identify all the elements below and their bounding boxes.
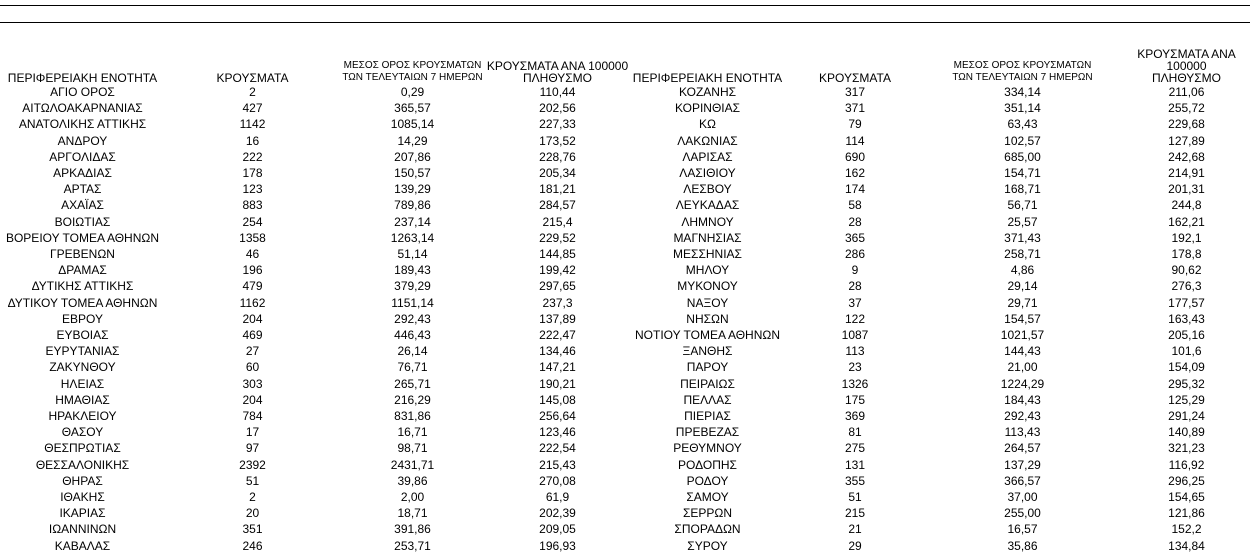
- right-per100k-cell: 127,89: [1168, 133, 1205, 148]
- right-per100k-cell: 154,09: [1168, 360, 1205, 375]
- avg7-header-left-line2: ΤΩΝ ΤΕΛΕΥΤΑΙΩΝ 7 ΗΜΕΡΩΝ: [342, 72, 483, 83]
- per100k-header-left-line1: ΚΡΟΥΣΜΑΤΑ ΑΝΑ 100000: [486, 59, 629, 73]
- left-avg7-cell: 2431,71: [390, 457, 435, 472]
- left-region-cell: ΑΓΙΟ ΟΡΟΣ: [50, 85, 115, 99]
- left-cases-cell: 222: [242, 149, 263, 164]
- avg7-header-right: [925, 48, 1120, 84]
- right-region-cell: ΚΟΖΑΝΗΣ: [678, 85, 737, 99]
- table-row: [0, 100, 1253, 116]
- covid-cases-table: [0, 48, 1253, 554]
- right-region-cell: ΛΑΚΩΝΙΑΣ: [677, 133, 738, 148]
- left-cases-cell: 254: [242, 214, 263, 229]
- left-cases-cell: 204: [242, 392, 263, 407]
- left-per100k-cell: 215,4: [542, 214, 573, 229]
- left-cases-cell: 60: [245, 360, 260, 375]
- left-avg7-cell: 292,43: [394, 311, 431, 326]
- right-per100k-cell: 205,16: [1168, 328, 1205, 343]
- left-cases-cell: 784: [242, 409, 263, 424]
- left-cases-cell: 469: [242, 328, 263, 343]
- left-per100k-cell: 145,08: [539, 392, 576, 407]
- right-region-cell: ΚΩ: [699, 117, 716, 132]
- right-per100k-cell: 295,32: [1168, 376, 1205, 391]
- left-region-cell: ΑΝΑΤΟΛΙΚΗΣ ΑΤΤΙΚΗΣ: [18, 117, 147, 132]
- left-avg7-cell: 789,86: [394, 198, 431, 213]
- top-rule: [0, 5, 1250, 6]
- right-per100k-cell: 116,92: [1168, 457, 1205, 472]
- cases-header-left: ΚΡΟΥΣΜΑΤΑ: [216, 71, 289, 85]
- left-region-cell: ΔΥΤΙΚΗΣ ΑΤΤΙΚΗΣ: [31, 279, 134, 294]
- right-per100k-cell: 201,31: [1168, 182, 1205, 197]
- left-avg7-cell: 237,14: [394, 214, 431, 229]
- avg7-header-right-line1: ΜΕΣΟΣ ΟΡΟΣ ΚΡΟΥΣΜΑΤΩΝ: [953, 60, 1092, 71]
- left-per100k-cell: 110,44: [539, 85, 576, 99]
- left-per100k-cell: 227,33: [539, 117, 576, 132]
- right-region-cell: ΠΑΡΟΥ: [686, 360, 729, 375]
- left-per100k-cell: 173,52: [539, 133, 576, 148]
- left-cases-cell: 97: [245, 441, 260, 456]
- left-region-cell: ΗΛΕΙΑΣ: [60, 376, 105, 391]
- right-cases-cell: 365: [844, 230, 866, 245]
- left-cases-cell: 46: [245, 247, 260, 262]
- table-row: [0, 376, 1253, 392]
- table-row: [0, 116, 1253, 132]
- right-per100k-cell: 229,68: [1168, 117, 1205, 132]
- right-per100k-cell: 296,25: [1168, 473, 1205, 488]
- table-row: [0, 230, 1253, 246]
- per100k-header-right-line2: ΠΛΗΘΥΣΜΟ: [1151, 71, 1222, 85]
- table-row: [0, 84, 1253, 100]
- right-avg7-cell: 56,71: [1007, 198, 1038, 213]
- right-cases-cell: 286: [844, 247, 866, 262]
- table-row: [0, 278, 1253, 294]
- right-per100k-cell: 152,2: [1171, 522, 1202, 537]
- right-avg7-cell: 1224,29: [1000, 376, 1045, 391]
- left-per100k-cell: 222,54: [539, 441, 576, 456]
- left-region-cell: ΒΟΙΩΤΙΑΣ: [54, 214, 111, 229]
- left-avg7-cell: 16,71: [397, 425, 428, 440]
- right-per100k-cell: 255,72: [1168, 101, 1205, 116]
- left-cases-cell: 178: [242, 166, 263, 181]
- left-region-cell: ΕΒΡΟΥ: [62, 311, 103, 326]
- left-cases-cell: 303: [242, 376, 263, 391]
- right-avg7-cell: 4,86: [1010, 263, 1035, 278]
- left-cases-cell: 204: [242, 311, 263, 326]
- left-region-cell: ΗΡΑΚΛΕΙΟΥ: [48, 409, 117, 424]
- right-region-cell: ΡΟΔΟΥ: [686, 473, 729, 488]
- right-per100k-cell: 162,21: [1168, 214, 1205, 229]
- left-cases-cell: 2: [249, 85, 256, 99]
- right-avg7-cell: 154,71: [1004, 166, 1041, 181]
- left-region-cell: ΔΡΑΜΑΣ: [58, 263, 107, 278]
- table-row: [0, 181, 1253, 197]
- right-region-cell: ΜΥΚΟΝΟΥ: [677, 279, 738, 294]
- right-avg7-cell: 144,43: [1004, 344, 1041, 359]
- left-avg7-cell: 253,71: [394, 538, 431, 553]
- left-avg7-cell: 51,14: [397, 247, 428, 262]
- right-cases-cell: 175: [844, 392, 866, 407]
- right-cases-cell: 37: [848, 295, 862, 310]
- left-region-cell: ΘΕΣΣΑΛΟΝΙΚΗΣ: [35, 457, 130, 472]
- left-avg7-cell: 18,71: [397, 506, 428, 521]
- right-avg7-cell: 35,86: [1007, 538, 1038, 553]
- right-cases-cell: 23: [848, 360, 862, 375]
- left-avg7-cell: 1085,14: [390, 117, 435, 132]
- table-row: [0, 489, 1253, 505]
- right-per100k-cell: 154,65: [1168, 490, 1205, 505]
- right-avg7-cell: 366,57: [1004, 473, 1041, 488]
- left-region-cell: ΘΗΡΑΣ: [62, 473, 103, 488]
- right-cases-cell: 174: [844, 182, 866, 197]
- right-cases-cell: 371: [844, 101, 866, 116]
- left-per100k-cell: 297,65: [539, 279, 576, 294]
- right-per100k-cell: 177,57: [1168, 295, 1205, 310]
- left-per100k-cell: 256,64: [539, 409, 576, 424]
- left-avg7-cell: 14,29: [397, 133, 428, 148]
- left-per100k-cell: 215,43: [539, 457, 576, 472]
- table-row: [0, 424, 1253, 440]
- left-per100k-cell: 61,9: [545, 490, 570, 505]
- table-row: [0, 473, 1253, 489]
- table-row: [0, 359, 1253, 375]
- right-avg7-cell: 184,43: [1004, 392, 1041, 407]
- left-per100k-cell: 199,42: [539, 263, 576, 278]
- right-region-cell: ΛΑΣΙΘΙΟΥ: [679, 166, 736, 181]
- right-per100k-cell: 276,3: [1171, 279, 1202, 294]
- right-cases-cell: 113: [845, 344, 865, 359]
- right-cases-cell: 1326: [841, 376, 869, 391]
- table-row: [0, 165, 1253, 181]
- table-row: [0, 408, 1253, 424]
- left-region-cell: ΕΥΒΟΙΑΣ: [56, 328, 109, 343]
- right-cases-cell: 131: [844, 457, 866, 472]
- right-region-cell: ΣΠΟΡΑΔΩΝ: [674, 522, 741, 537]
- region-header-right: ΠΕΡΙΦΕΡΕΙΑΚΗ ΕΝΟΤΗΤΑ: [632, 71, 783, 85]
- right-region-cell: ΜΗΛΟΥ: [685, 263, 730, 278]
- right-region-cell: ΠΕΙΡΑΙΩΣ: [680, 376, 735, 391]
- left-region-cell: ΘΕΣΠΡΩΤΙΑΣ: [44, 441, 121, 456]
- right-region-cell: ΝΗΣΩΝ: [686, 311, 729, 326]
- header-rule: [0, 22, 1250, 23]
- right-cases-cell: 28: [848, 214, 862, 229]
- left-per100k-cell: 270,08: [539, 473, 576, 488]
- right-region-cell: ΛΑΡΙΣΑΣ: [682, 149, 733, 164]
- left-region-cell: ΘΑΣΟΥ: [61, 425, 104, 440]
- cases-header-right: ΚΡΟΥΣΜΑΤΑ: [819, 71, 891, 85]
- left-avg7-cell: 365,57: [394, 101, 431, 116]
- right-region-cell: ΝΑΞΟΥ: [686, 295, 729, 310]
- left-avg7-cell: 98,71: [397, 441, 428, 456]
- table-row: [0, 457, 1253, 473]
- right-cases-cell: 28: [848, 279, 862, 294]
- right-region-cell: ΣΑΜΟΥ: [686, 490, 729, 505]
- left-cases-cell: 2: [249, 490, 256, 505]
- left-cases-cell: 246: [242, 538, 263, 553]
- left-avg7-cell: 446,43: [394, 328, 431, 343]
- per100k-header-right: [1120, 48, 1253, 84]
- left-avg7-cell: 1151,14: [391, 295, 434, 310]
- left-region-cell: ΙΘΑΚΗΣ: [60, 490, 105, 505]
- left-avg7-cell: 391,86: [394, 522, 431, 537]
- right-avg7-cell: 292,43: [1004, 409, 1041, 424]
- right-region-cell: ΣΥΡΟΥ: [687, 538, 728, 553]
- right-avg7-cell: 21,00: [1007, 360, 1038, 375]
- left-cases-cell: 51: [245, 473, 260, 488]
- left-per100k-cell: 190,21: [539, 376, 576, 391]
- left-avg7-cell: 265,71: [394, 376, 431, 391]
- right-cases-cell: 122: [844, 311, 866, 326]
- left-per100k-cell: 137,89: [539, 311, 576, 326]
- right-region-cell: ΛΕΣΒΟΥ: [683, 182, 732, 197]
- right-cases-cell: 79: [848, 117, 862, 132]
- right-avg7-cell: 154,57: [1004, 311, 1041, 326]
- left-cases-cell: 1358: [239, 230, 266, 245]
- region-header-left: ΠΕΡΙΦΕΡΕΙΑΚΗ ΕΝΟΤΗΤΑ: [7, 71, 158, 85]
- left-per100k-cell: 284,57: [539, 198, 576, 213]
- left-region-cell: ΓΡΕΒΕΝΩΝ: [50, 247, 115, 262]
- table-row: [0, 214, 1253, 230]
- left-region-cell: ΙΚΑΡΙΑΣ: [59, 506, 106, 521]
- right-avg7-cell: 25,57: [1007, 214, 1038, 229]
- left-region-cell: ΖΑΚΥΝΘΟΥ: [49, 360, 116, 375]
- left-per100k-cell: 209,05: [539, 522, 576, 537]
- left-cases-cell: 16: [245, 133, 260, 148]
- left-avg7-cell: 1263,14: [390, 230, 435, 245]
- left-cases-cell: 883: [242, 198, 263, 213]
- right-avg7-cell: 29,14: [1007, 279, 1038, 294]
- right-avg7-cell: 37,00: [1007, 490, 1038, 505]
- right-region-cell: ΝΟΤΙΟΥ ΤΟΜΕΑ ΑΘΗΝΩΝ: [634, 328, 781, 343]
- left-avg7-cell: 39,86: [397, 473, 428, 488]
- left-per100k-cell: 228,76: [539, 149, 576, 164]
- right-region-cell: ΠΙΕΡΙΑΣ: [684, 409, 731, 424]
- left-cases-cell: 17: [245, 425, 260, 440]
- left-cases-cell: 20: [245, 506, 260, 521]
- left-per100k-cell: 229,52: [539, 230, 576, 245]
- per100k-header-left-line2: ΠΛΗΘΥΣΜΟ: [522, 71, 593, 85]
- right-avg7-cell: 113,43: [1004, 425, 1041, 440]
- right-cases-cell: 51: [848, 490, 862, 505]
- left-per100k-cell: 237,3: [542, 295, 573, 310]
- left-avg7-cell: 26,14: [397, 344, 428, 359]
- left-avg7-cell: 150,57: [394, 166, 431, 181]
- left-cases-cell: 479: [242, 279, 263, 294]
- table-row: [0, 521, 1253, 537]
- right-region-cell: ΛΕΥΚΑΔΑΣ: [675, 198, 740, 213]
- right-avg7-cell: 29,71: [1007, 295, 1038, 310]
- right-per100k-cell: 121,86: [1168, 506, 1205, 521]
- right-cases-cell: 215: [844, 506, 866, 521]
- right-cases-cell: 162: [844, 166, 866, 181]
- left-region-cell: ΕΥΡΥΤΑΝΙΑΣ: [45, 344, 120, 359]
- right-region-cell: ΠΕΛΛΑΣ: [683, 392, 732, 407]
- table-row: [0, 295, 1253, 311]
- avg7-header-right-line2: ΤΩΝ ΤΕΛΕΥΤΑΙΩΝ 7 ΗΜΕΡΩΝ: [952, 72, 1093, 83]
- left-region-cell: ΙΩΑΝΝΙΝΩΝ: [48, 522, 117, 537]
- left-per100k-cell: 222,47: [539, 328, 576, 343]
- left-avg7-cell: 189,43: [394, 263, 431, 278]
- left-cases-cell: 1142: [239, 117, 266, 132]
- left-per100k-cell: 123,46: [539, 425, 576, 440]
- right-per100k-cell: 90,62: [1171, 263, 1202, 278]
- left-region-cell: ΑΧΑΪΑΣ: [61, 198, 104, 213]
- left-per100k-cell: 181,21: [539, 182, 576, 197]
- right-region-cell: ΣΕΡΡΩΝ: [682, 506, 733, 521]
- right-avg7-cell: 334,14: [1004, 85, 1041, 99]
- left-avg7-cell: 2,00: [400, 490, 425, 505]
- left-avg7-cell: 379,29: [394, 279, 431, 294]
- left-per100k-cell: 134,46: [539, 344, 576, 359]
- right-region-cell: ΡΟΔΟΠΗΣ: [678, 457, 737, 472]
- right-region-cell: ΡΕΘΥΜΝΟΥ: [673, 441, 742, 456]
- right-avg7-cell: 168,71: [1004, 182, 1041, 197]
- left-region-cell: ΔΥΤΙΚΟΥ ΤΟΜΕΑ ΑΘΗΝΩΝ: [7, 295, 158, 310]
- left-cases-cell: 2392: [239, 457, 266, 472]
- left-avg7-cell: 216,29: [394, 392, 431, 407]
- right-avg7-cell: 371,43: [1004, 230, 1041, 245]
- right-region-cell: ΜΑΓΝΗΣΙΑΣ: [673, 230, 742, 245]
- right-per100k-cell: 134,84: [1168, 538, 1205, 553]
- left-avg7-cell: 207,86: [394, 149, 431, 164]
- table-row: [0, 392, 1253, 408]
- left-region-cell: ΑΡΚΑΔΙΑΣ: [53, 166, 112, 181]
- right-avg7-cell: 255,00: [1004, 506, 1041, 521]
- left-per100k-cell: 202,39: [539, 506, 576, 521]
- right-cases-cell: 21: [848, 522, 862, 537]
- left-region-cell: ΑΡΓΟΛΙΔΑΣ: [49, 149, 116, 164]
- table-row: [0, 343, 1253, 359]
- right-avg7-cell: 16,57: [1007, 522, 1038, 537]
- right-cases-cell: 1087: [841, 328, 869, 343]
- left-per100k-cell: 147,21: [539, 360, 576, 375]
- right-per100k-cell: 140,89: [1168, 425, 1205, 440]
- right-avg7-cell: 63,43: [1007, 117, 1038, 132]
- left-per100k-cell: 202,56: [539, 101, 576, 116]
- left-avg7-cell: 0,29: [400, 85, 425, 99]
- right-per100k-cell: 211,06: [1168, 85, 1205, 99]
- right-avg7-cell: 351,14: [1004, 101, 1041, 116]
- right-per100k-cell: 214,91: [1168, 166, 1205, 181]
- table-row: [0, 133, 1253, 149]
- right-avg7-cell: 137,29: [1004, 457, 1041, 472]
- left-region-cell: ΑΙΤΩΛΟΑΚΑΡΝΑΝΙΑΣ: [22, 101, 143, 116]
- left-cases-cell: 1162: [239, 295, 266, 310]
- table-row: [0, 505, 1253, 521]
- right-per100k-cell: 178,8: [1171, 247, 1202, 262]
- avg7-header-left-line1: ΜΕΣΟΣ ΟΡΟΣ ΚΡΟΥΣΜΑΤΩΝ: [343, 60, 482, 71]
- per100k-header-left: [485, 48, 630, 84]
- left-per100k-cell: 144,85: [539, 247, 576, 262]
- right-per100k-cell: 125,29: [1168, 392, 1205, 407]
- right-per100k-cell: 101,6: [1171, 344, 1202, 359]
- right-avg7-cell: 102,57: [1004, 133, 1041, 148]
- right-cases-cell: 690: [844, 149, 866, 164]
- left-region-cell: ΚΑΒΑΛΑΣ: [54, 538, 111, 553]
- left-per100k-cell: 205,34: [539, 166, 576, 181]
- right-per100k-cell: 163,43: [1168, 311, 1205, 326]
- left-avg7-cell: 831,86: [394, 409, 431, 424]
- right-per100k-cell: 244,8: [1171, 198, 1202, 213]
- right-avg7-cell: 264,57: [1004, 441, 1041, 456]
- left-avg7-cell: 139,29: [394, 182, 431, 197]
- right-per100k-cell: 321,23: [1168, 441, 1205, 456]
- right-avg7-cell: 1021,57: [1000, 328, 1045, 343]
- left-region-cell: ΑΡΤΑΣ: [63, 182, 102, 197]
- table-row: [0, 246, 1253, 262]
- right-cases-cell: 369: [844, 409, 866, 424]
- left-cases-cell: 123: [242, 182, 263, 197]
- right-cases-cell: 81: [848, 425, 862, 440]
- table-row: [0, 149, 1253, 165]
- right-per100k-cell: 192,1: [1171, 230, 1202, 245]
- avg7-header-left: [340, 48, 485, 84]
- right-cases-cell: 275: [844, 441, 866, 456]
- table-row: [0, 440, 1253, 456]
- left-cases-cell: 196: [242, 263, 263, 278]
- right-cases-cell: 29: [848, 538, 862, 553]
- right-region-cell: ΞΑΝΘΗΣ: [682, 344, 733, 359]
- table-row: [0, 311, 1253, 327]
- right-cases-cell: 355: [844, 473, 866, 488]
- right-cases-cell: 317: [844, 85, 866, 99]
- left-region-cell: ΗΜΑΘΙΑΣ: [55, 392, 110, 407]
- left-avg7-cell: 76,71: [397, 360, 428, 375]
- right-per100k-cell: 291,24: [1168, 409, 1205, 424]
- right-region-cell: ΚΟΡΙΝΘΙΑΣ: [674, 101, 741, 116]
- header-row: [0, 48, 1253, 84]
- table-row: [0, 327, 1253, 343]
- left-region-cell: ΒΟΡΕΙΟΥ ΤΟΜΕΑ ΑΘΗΝΩΝ: [5, 230, 160, 245]
- right-avg7-cell: 258,71: [1004, 247, 1041, 262]
- right-per100k-cell: 242,68: [1168, 149, 1205, 164]
- left-cases-cell: 351: [242, 522, 263, 537]
- table-body: [0, 84, 1253, 554]
- table-row: [0, 197, 1253, 213]
- left-region-cell: ΑΝΔΡΟΥ: [57, 133, 108, 148]
- right-avg7-cell: 685,00: [1004, 149, 1041, 164]
- right-cases-cell: 114: [845, 133, 865, 148]
- right-region-cell: ΠΡΕΒΕΖΑΣ: [675, 425, 740, 440]
- per100k-header-right-line1: ΚΡΟΥΣΜΑΤΑ ΑΝΑ 100000: [1137, 47, 1236, 73]
- left-cases-cell: 427: [242, 101, 263, 116]
- right-cases-cell: 58: [848, 198, 862, 213]
- left-per100k-cell: 196,93: [539, 538, 576, 553]
- right-cases-cell: 9: [851, 263, 859, 278]
- right-region-cell: ΛΗΜΝΟΥ: [681, 214, 734, 229]
- table-row: [0, 262, 1253, 278]
- right-region-cell: ΜΕΣΣΗΝΙΑΣ: [673, 247, 742, 262]
- left-cases-cell: 27: [245, 344, 260, 359]
